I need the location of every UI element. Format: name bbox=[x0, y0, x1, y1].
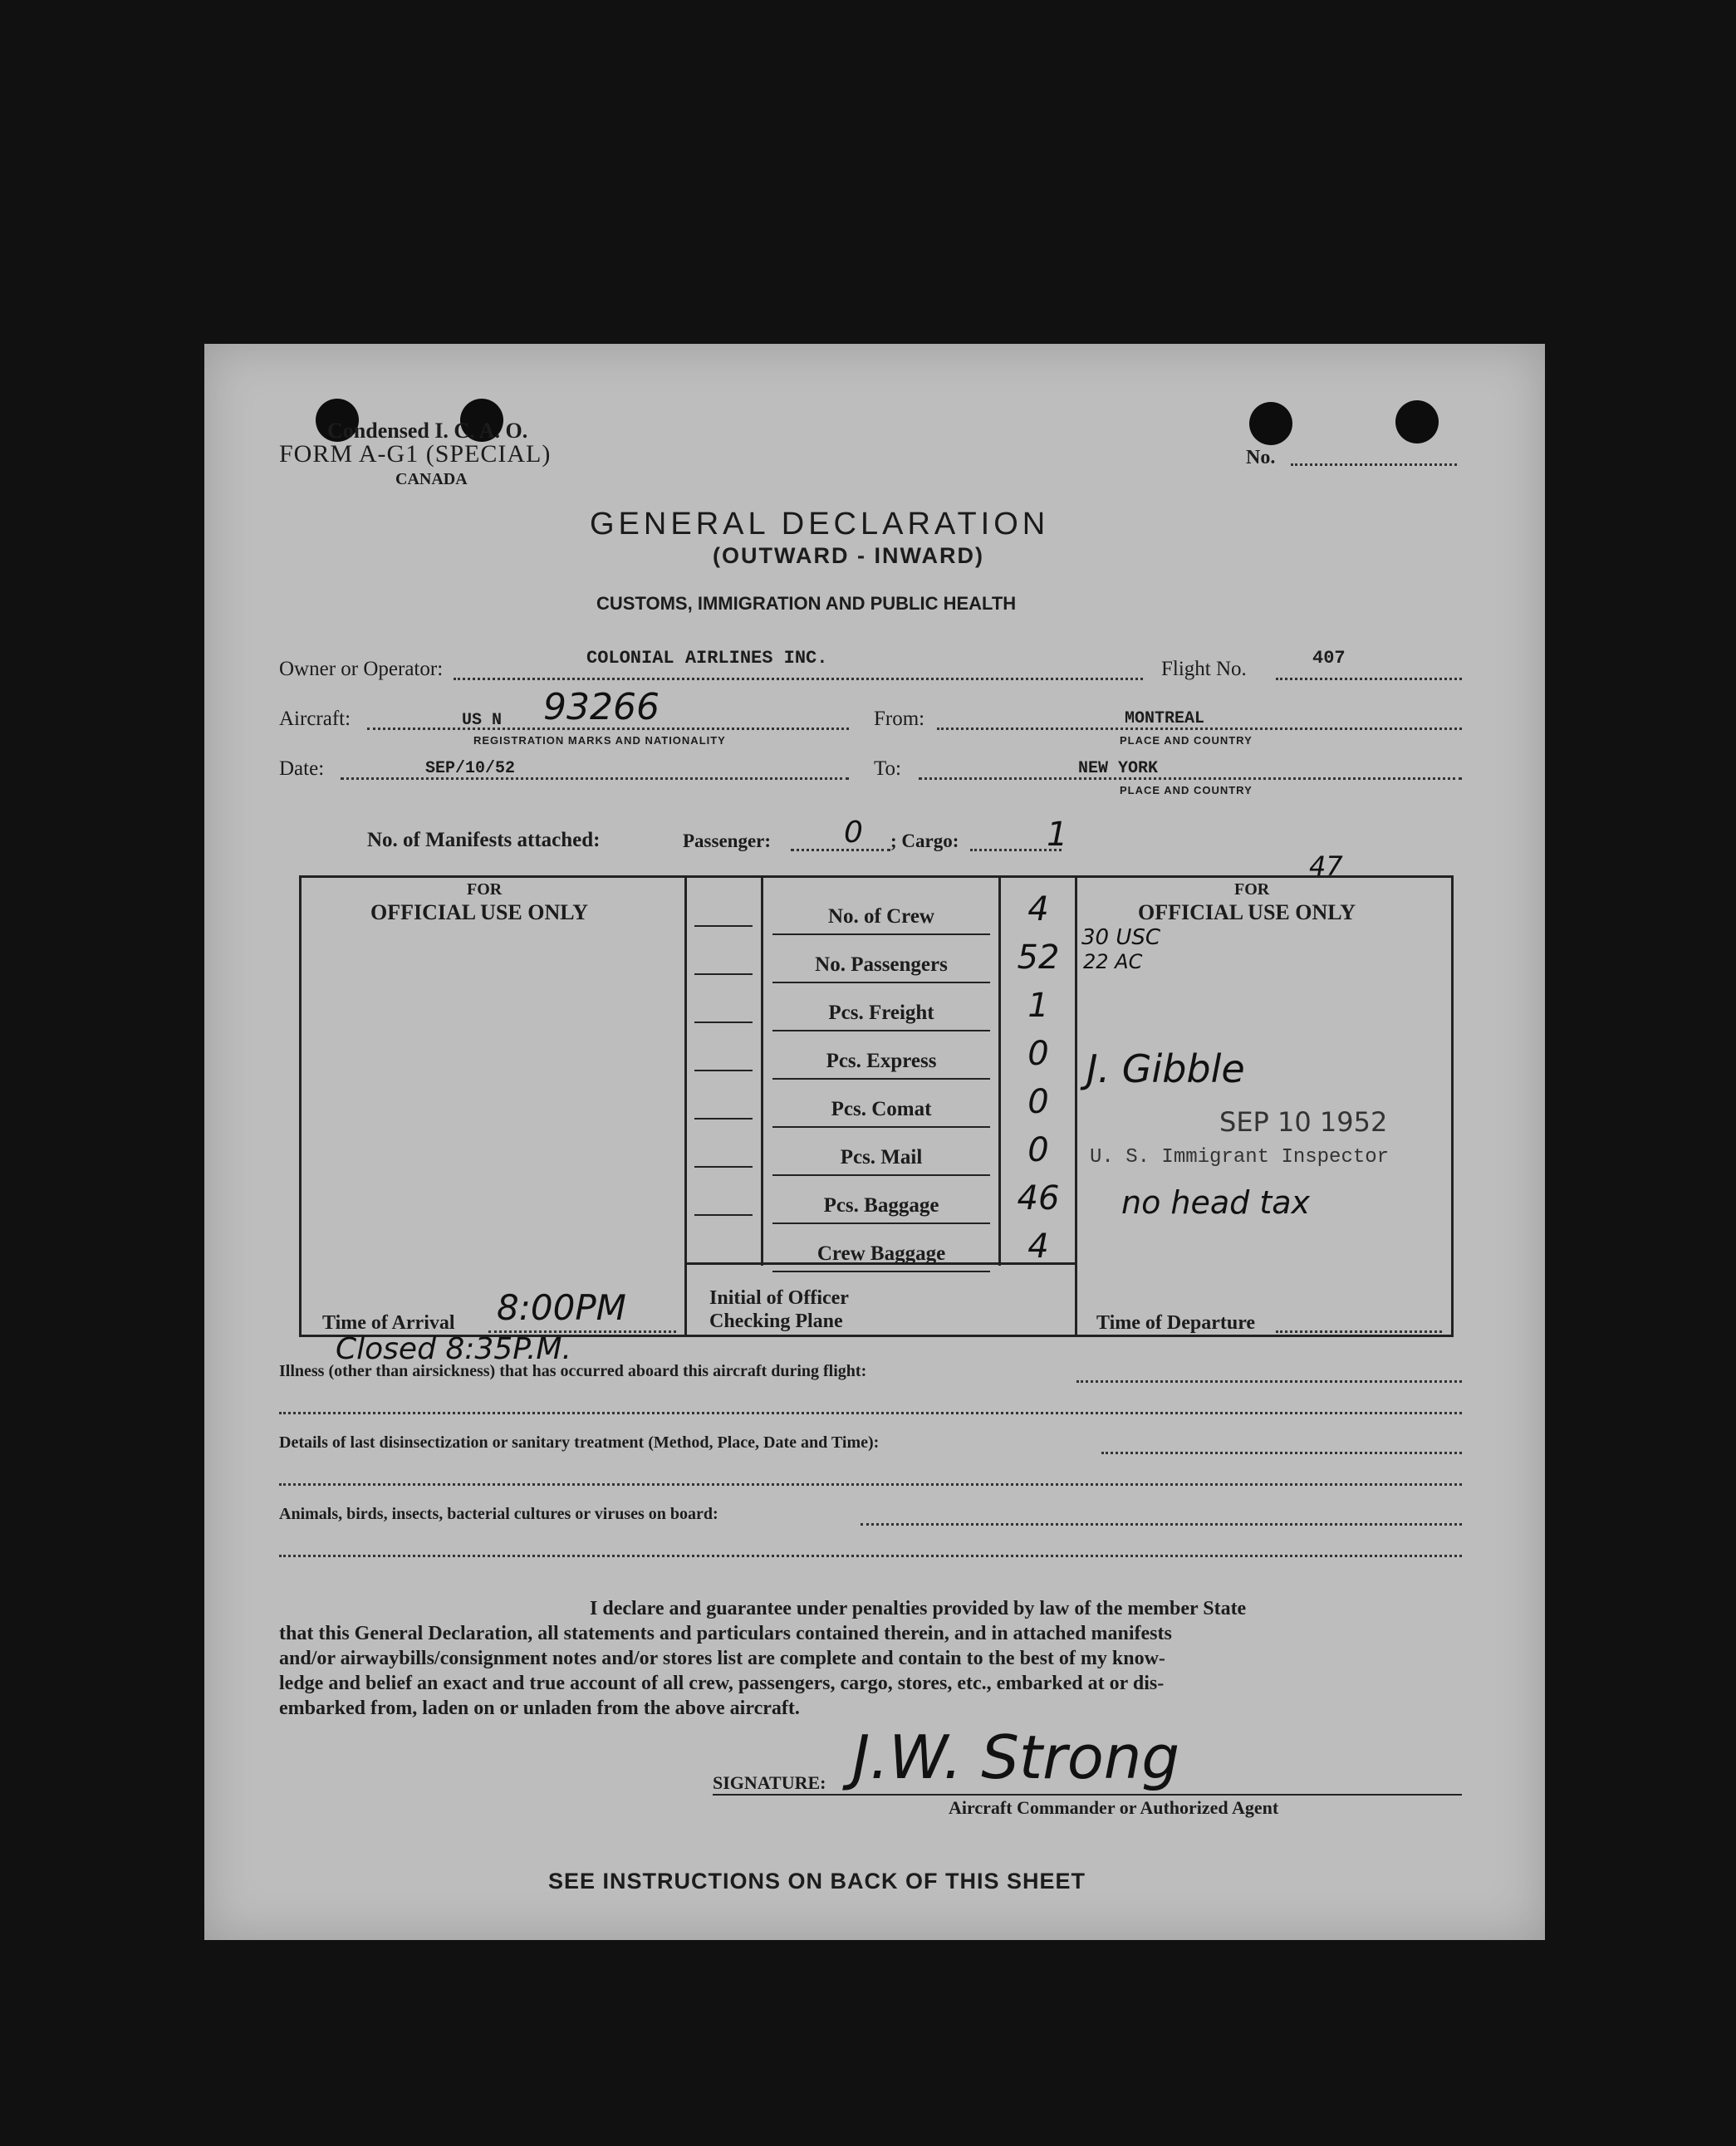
flight-value: 407 bbox=[1312, 648, 1346, 669]
illness-line-2 bbox=[279, 1412, 1462, 1414]
handwritten-total: 47 bbox=[1309, 850, 1343, 882]
declaration-line: I declare and guarantee under penalties provided by law of the member State bbox=[590, 1598, 1247, 1619]
to-value: NEW YORK bbox=[1078, 759, 1159, 778]
punch-hole bbox=[1249, 402, 1292, 445]
date-label: Date: bbox=[279, 757, 325, 780]
declaration-line: and/or airwaybills/consignment notes and/or stores list are complete and contain to the best of my know- bbox=[279, 1648, 1165, 1669]
disinsect-line-2 bbox=[279, 1483, 1462, 1486]
count-row-value: 0 bbox=[1027, 1131, 1049, 1169]
owner-value: COLONIAL AIRLINES INC. bbox=[586, 648, 828, 669]
note-ac: 22 AC bbox=[1083, 950, 1143, 973]
animals-line-2 bbox=[279, 1555, 1462, 1557]
arrival-value: 8:00PM bbox=[497, 1287, 626, 1328]
illness-label: Illness (other than airsickness) that has occurred aboard this aircraft during flight: bbox=[279, 1362, 867, 1380]
passenger-value: 0 bbox=[844, 816, 863, 850]
departure-label: Time of Departure bbox=[1096, 1312, 1256, 1334]
count-row-label: Pcs. Comat bbox=[831, 1098, 932, 1120]
table-divider-right bbox=[1075, 875, 1077, 1337]
signature-line bbox=[713, 1794, 1462, 1796]
count-row-value: 4 bbox=[1027, 1227, 1049, 1266]
count-row-rule bbox=[772, 1222, 990, 1224]
manifests-label: No. of Manifests attached: bbox=[367, 829, 601, 851]
count-row-rule bbox=[772, 982, 990, 983]
count-row-label: No. of Crew bbox=[828, 905, 934, 928]
count-row-label: Pcs. Freight bbox=[828, 1002, 934, 1024]
flight-label: Flight No. bbox=[1161, 658, 1247, 680]
form-number: FORM A-G1 (SPECIAL) bbox=[279, 440, 552, 468]
aircraft-prefix: US N bbox=[462, 711, 503, 730]
count-row-rule bbox=[772, 933, 990, 935]
punch-hole bbox=[1395, 400, 1439, 443]
page-title: GENERAL DECLARATION bbox=[590, 507, 1050, 541]
for-label-right: FOR bbox=[1234, 880, 1270, 899]
signature-caption: Aircraft Commander or Authorized Agent bbox=[949, 1797, 1279, 1818]
to-line bbox=[919, 777, 1462, 780]
official-check-line bbox=[694, 973, 753, 975]
aircraft-label: Aircraft: bbox=[279, 708, 351, 730]
from-value: MONTREAL bbox=[1125, 709, 1205, 728]
count-row-rule bbox=[772, 1174, 990, 1176]
to-label: To: bbox=[874, 757, 901, 780]
initial-label-1: Initial of Officer bbox=[709, 1287, 849, 1309]
passenger-line bbox=[791, 849, 890, 851]
official-check-line bbox=[694, 1214, 753, 1216]
aircraft-registration: 93266 bbox=[543, 686, 660, 728]
disinsect-label: Details of last disinsectization or sanitary treatment (Method, Place, Date and Time): bbox=[279, 1433, 880, 1452]
official-check-line bbox=[694, 1166, 753, 1168]
closed-note: Closed 8:35P.M. bbox=[336, 1332, 571, 1366]
official-check-line bbox=[694, 1262, 753, 1264]
form-country: CANADA bbox=[395, 470, 468, 488]
page-subtitle: (OUTWARD - INWARD) bbox=[713, 543, 984, 568]
owner-label: Owner or Operator: bbox=[279, 658, 444, 680]
official-label-right: OFFICIAL USE ONLY bbox=[1138, 900, 1356, 924]
to-caption: PLACE AND COUNTRY bbox=[1120, 784, 1253, 796]
count-row-rule bbox=[772, 1030, 990, 1031]
for-label-left: FOR bbox=[467, 880, 503, 899]
note-usc: 30 USC bbox=[1081, 925, 1161, 950]
official-check-line bbox=[694, 1022, 753, 1023]
table-divider-value bbox=[998, 875, 1001, 1266]
count-row-rule bbox=[772, 1078, 990, 1080]
from-label: From: bbox=[874, 708, 925, 730]
count-row-rule bbox=[772, 1126, 990, 1128]
official-check-line bbox=[694, 925, 753, 927]
count-row-label: Pcs. Mail bbox=[840, 1146, 923, 1169]
signature-label: SIGNATURE: bbox=[713, 1772, 826, 1793]
count-row-label: Pcs. Express bbox=[826, 1050, 937, 1072]
flight-line bbox=[1276, 678, 1462, 680]
animals-line-1 bbox=[861, 1523, 1462, 1526]
owner-line bbox=[454, 678, 1143, 680]
official-label-left: OFFICIAL USE ONLY bbox=[370, 900, 588, 924]
count-row-label: No. Passengers bbox=[815, 953, 948, 976]
passenger-label: Passenger: bbox=[683, 830, 772, 851]
no-line bbox=[1291, 463, 1457, 466]
departure-line bbox=[1276, 1330, 1442, 1333]
instructions-footer: SEE INSTRUCTIONS ON BACK OF THIS SHEET bbox=[548, 1869, 1086, 1894]
declaration-line: embarked from, laden on or unladen from the above aircraft. bbox=[279, 1698, 800, 1719]
count-row-value: 0 bbox=[1027, 1083, 1049, 1121]
table-divider-mid bbox=[761, 875, 763, 1266]
cargo-label: ; Cargo: bbox=[890, 830, 959, 851]
head-tax-note: no head tax bbox=[1121, 1184, 1311, 1221]
from-caption: PLACE AND COUNTRY bbox=[1120, 734, 1253, 747]
official-check-line bbox=[694, 1118, 753, 1120]
count-row-label: Pcs. Baggage bbox=[823, 1194, 939, 1217]
initial-label-2: Checking Plane bbox=[709, 1311, 843, 1332]
stamp-title: U. S. Immigrant Inspector bbox=[1090, 1146, 1390, 1169]
department-line: CUSTOMS, IMMIGRATION AND PUBLIC HEALTH bbox=[596, 593, 1017, 614]
count-row-rule bbox=[772, 1271, 990, 1272]
inspector-signature: J. Gibble bbox=[1086, 1046, 1245, 1091]
illness-line-1 bbox=[1076, 1380, 1462, 1383]
table-divider-left bbox=[684, 875, 687, 1337]
no-label: No. bbox=[1246, 447, 1276, 468]
signature-value: J.W. Strong bbox=[852, 1722, 1180, 1792]
declaration-line: ledge and belief an exact and true account of all crew, passengers, cargo, stores, etc., embarked at or dis- bbox=[279, 1673, 1165, 1694]
registration-caption: REGISTRATION MARKS AND NATIONALITY bbox=[473, 734, 726, 747]
disinsect-line-1 bbox=[1101, 1452, 1462, 1454]
count-row-value: 4 bbox=[1027, 890, 1049, 928]
count-row-value: 1 bbox=[1027, 987, 1049, 1025]
animals-label: Animals, birds, insects, bacterial cultures or viruses on board: bbox=[279, 1505, 718, 1523]
date-line bbox=[341, 777, 849, 780]
arrival-label: Time of Arrival bbox=[322, 1312, 455, 1334]
date-value: SEP/10/52 bbox=[425, 759, 516, 778]
official-check-line bbox=[694, 1070, 753, 1071]
cargo-value: 1 bbox=[1047, 816, 1068, 854]
condensed-line: Condensed I. C. A. O. bbox=[327, 419, 528, 443]
declaration-line: that this General Declaration, all statements and particulars contained therein, and in attached manifests bbox=[279, 1623, 1172, 1644]
declaration-sheet bbox=[204, 344, 1545, 1940]
count-row-value: 0 bbox=[1027, 1035, 1049, 1073]
count-row-label: Crew Baggage bbox=[817, 1242, 946, 1265]
stamp-date: SEP 10 1952 bbox=[1219, 1106, 1388, 1138]
count-row-value: 46 bbox=[1017, 1179, 1060, 1218]
count-row-value: 52 bbox=[1017, 938, 1060, 977]
